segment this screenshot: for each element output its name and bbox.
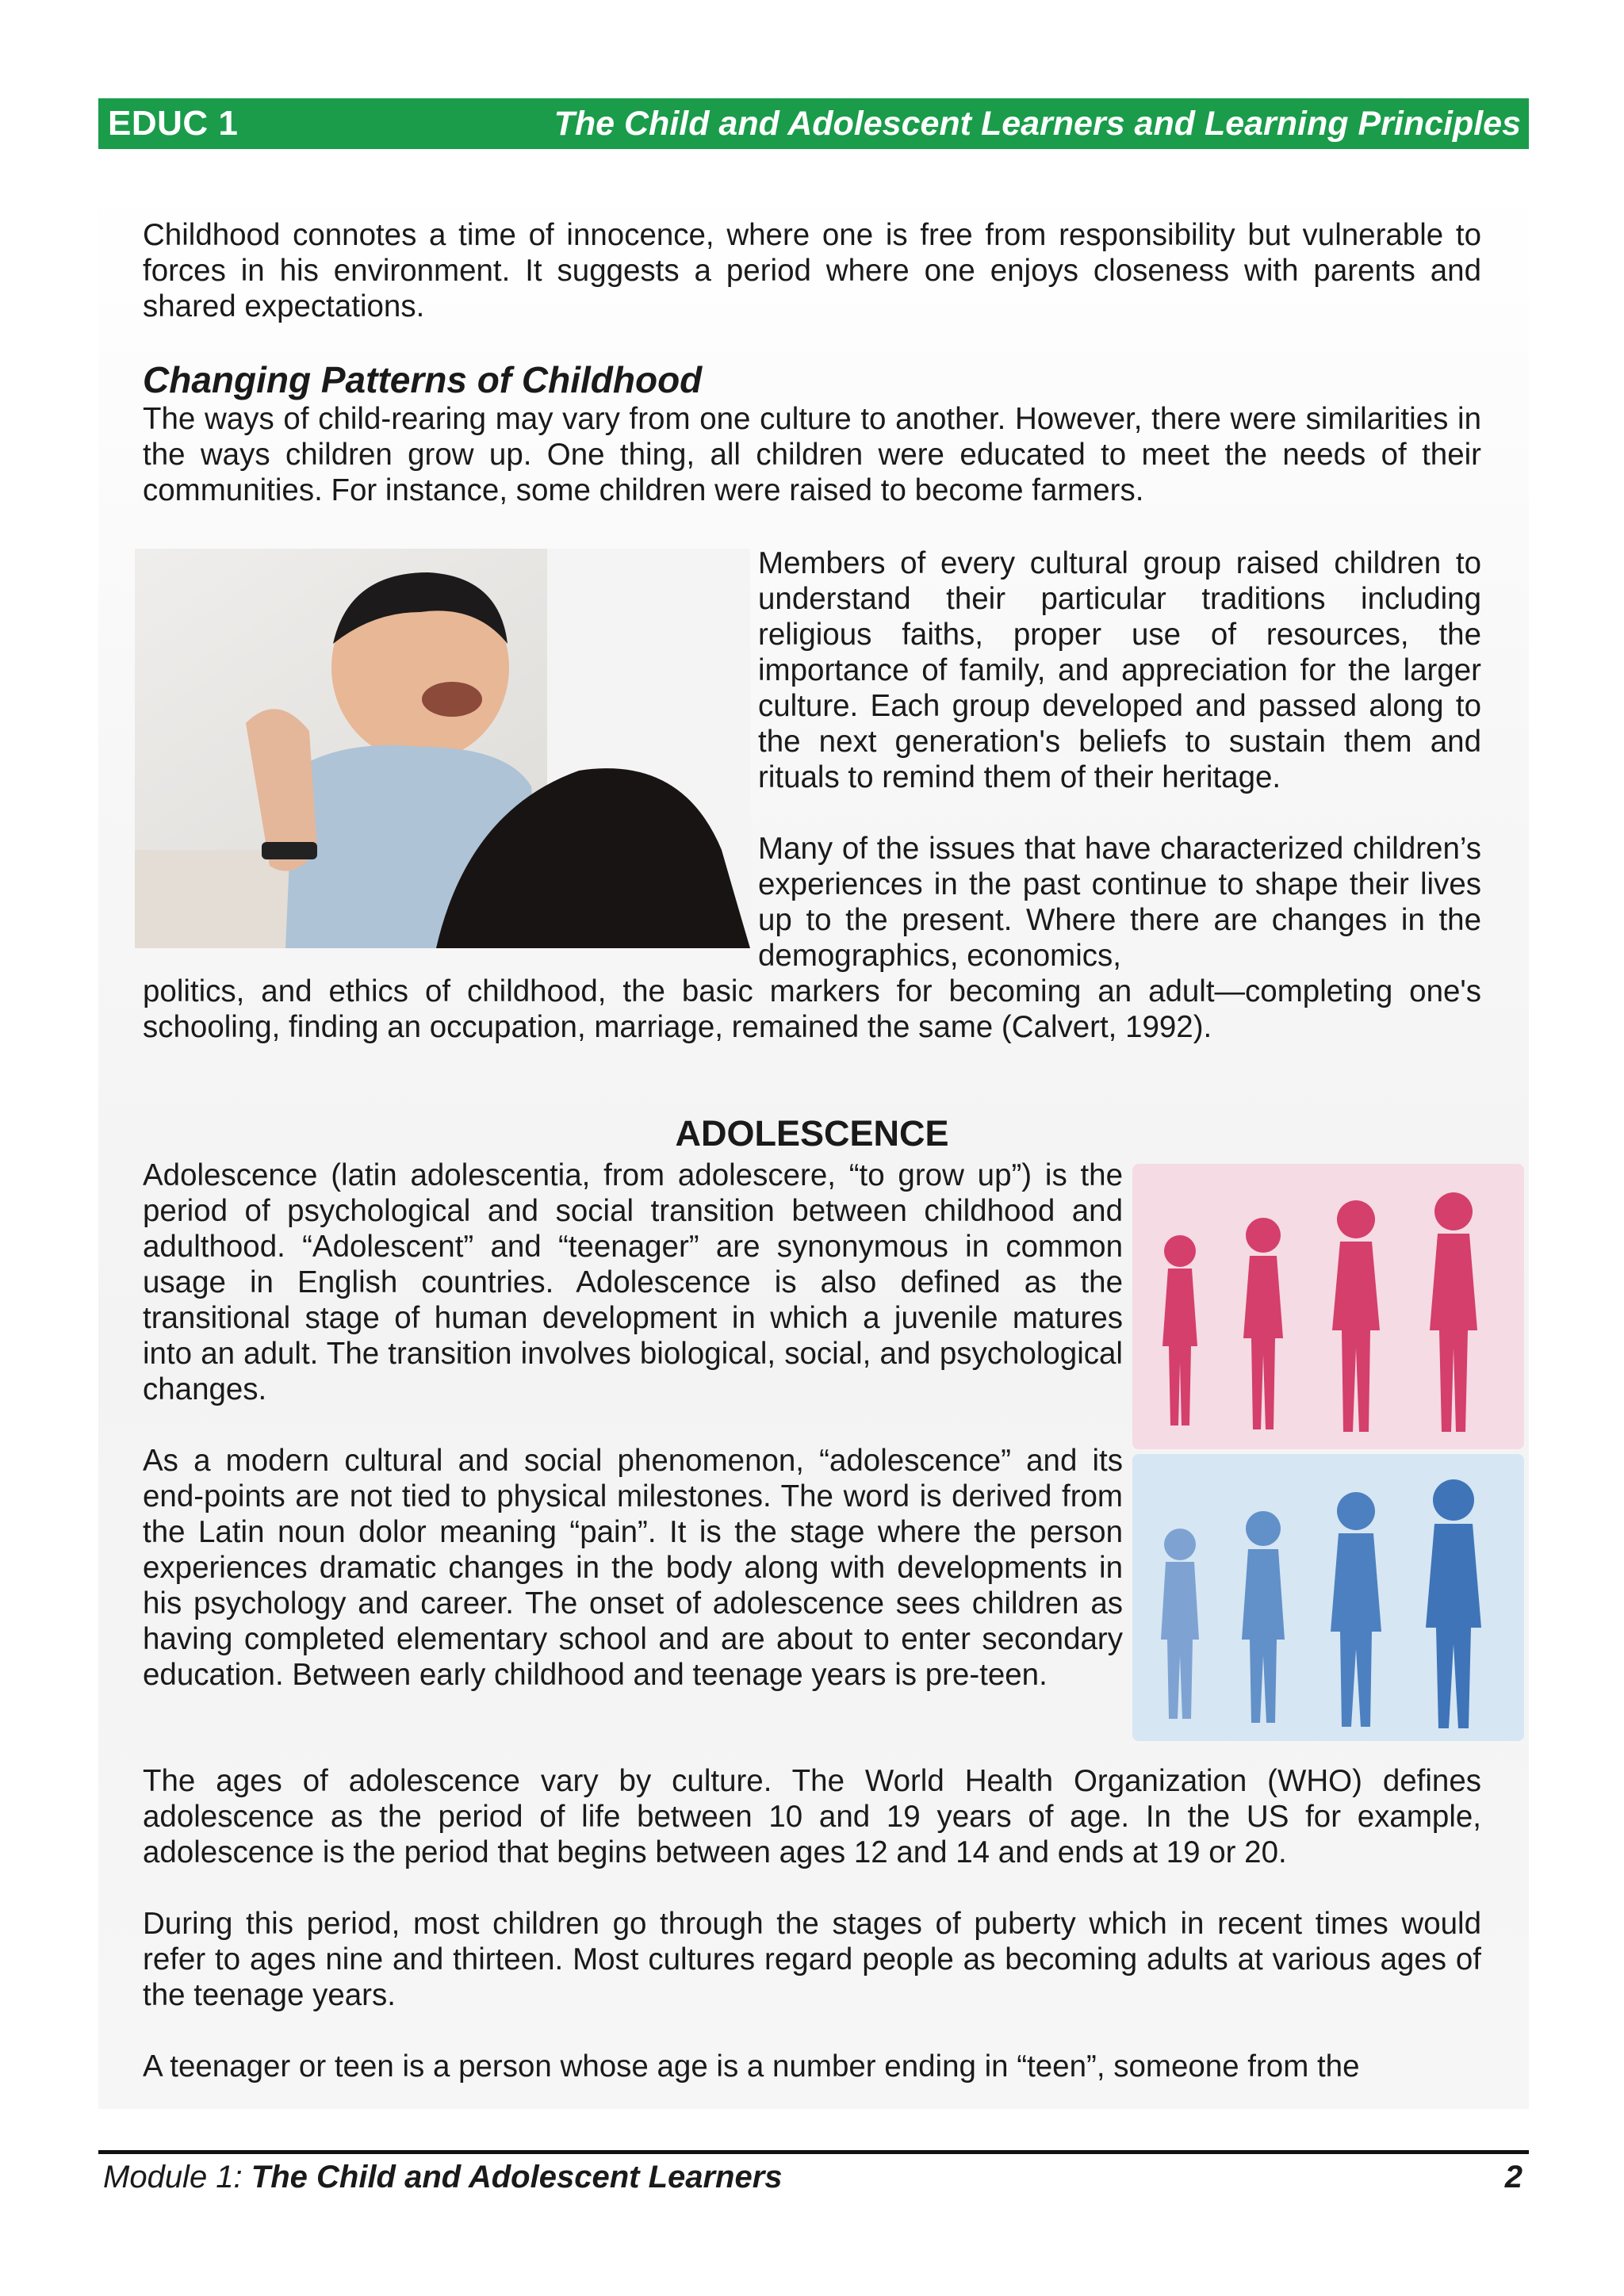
adolescence-paragraph-5: A teenager or teen is a person whose age is a number ending in “teen”, someone from the (143, 2049, 1360, 2084)
growth-stages-illustration (1132, 1164, 1524, 1741)
changing-patterns-paragraph-2: Members of every cultural group raised children to understand their particular traditions including religious faiths, proper use of resources, the importance of family, and appreciation for the larger culture. Each group developed and passed along to the next generation's beliefs to sustain them and rituals to remind them of their heritage. (758, 546, 1481, 794)
adolescence-paragraph-2: As a modern cultural and social phenomenon, “adolescence” and its end-points are not tied to physical milestones. The word is derived from the Latin noun dolor meaning “pain”. It is the stage where the person experiences dramatic changes in the body along with developments in his psychology and career. The onset of adolescence sees children as having completed elementary school and are about to enter secondary education. Between early childhood and teenage years is pre-teen. (143, 1444, 1123, 1692)
section-heading-changing-patterns: Changing Patterns of Childhood (143, 359, 703, 400)
adolescence-paragraph-3: The ages of adolescence vary by culture. The World Health Organization (WHO) defines adolescence as the period of life between 10 and 19 years of age. In the US for example, adolescence is the period that begins between ages 12 and 14 and ends at 19 or 20. (143, 1764, 1481, 1869)
footer-divider (98, 2150, 1529, 2154)
page-footer (103, 2160, 1522, 2195)
page-number: 2 (1504, 2160, 1522, 2195)
changing-patterns-paragraph-3-part1: Many of the issues that have characterized children’s experiences in the past continue to shape their lives up to the present. Where there are changes in the demographics, economics, (758, 832, 1481, 973)
adolescence-paragraph-1: Adolescence (latin adolescentia, from adolescere, “to grow up”) is the period of psychological and social transition between childhood and adulthood. “Adolescent” and “teenager” are synonymous in common usage in English countries. Adolescence is also defined as the transitional stage of human development in which a juvenile matures into an adult. The transition involves biological, social, and psychological changes. (143, 1158, 1123, 1406)
mother-and-baby-photo (135, 549, 750, 948)
changing-patterns-paragraph-3-part2: politics, and ethics of childhood, the basic markers for becoming an adult—completing one's schooling, finding an occupation, marriage, remained the same (Calvert, 1992). (143, 974, 1481, 1044)
course-title: The Child and Adolescent Learners and Learning Principles (553, 104, 1521, 143)
adolescence-paragraph-4: During this period, most children go through the stages of puberty which in recent times would refer to ages nine and thirteen. Most cultures regard people as becoming adults at various ages of the teenage years. (143, 1907, 1481, 2012)
footer-module-prefix: Module 1: (103, 2160, 251, 2195)
section-heading-adolescence: ADOLESCENCE (675, 1113, 949, 1154)
course-code: EDUC 1 (108, 104, 239, 143)
footer-module-title: The Child and Adolescent Learners (251, 2160, 783, 2195)
footer-module-label (103, 2160, 783, 2195)
page-header-bar (98, 98, 1529, 149)
changing-patterns-paragraph-1: The ways of child-rearing may vary from one culture to another. However, there were similarities in the ways children grow up. One thing, all children were educated to meet the needs of their communities. For instance, some children were raised to become farmers. (143, 402, 1481, 507)
intro-paragraph: Childhood connotes a time of innocence, where one is free from responsibility but vulnerable to forces in his environment. It suggests a period where one enjoys closeness with parents and shared expectations. (143, 218, 1481, 323)
